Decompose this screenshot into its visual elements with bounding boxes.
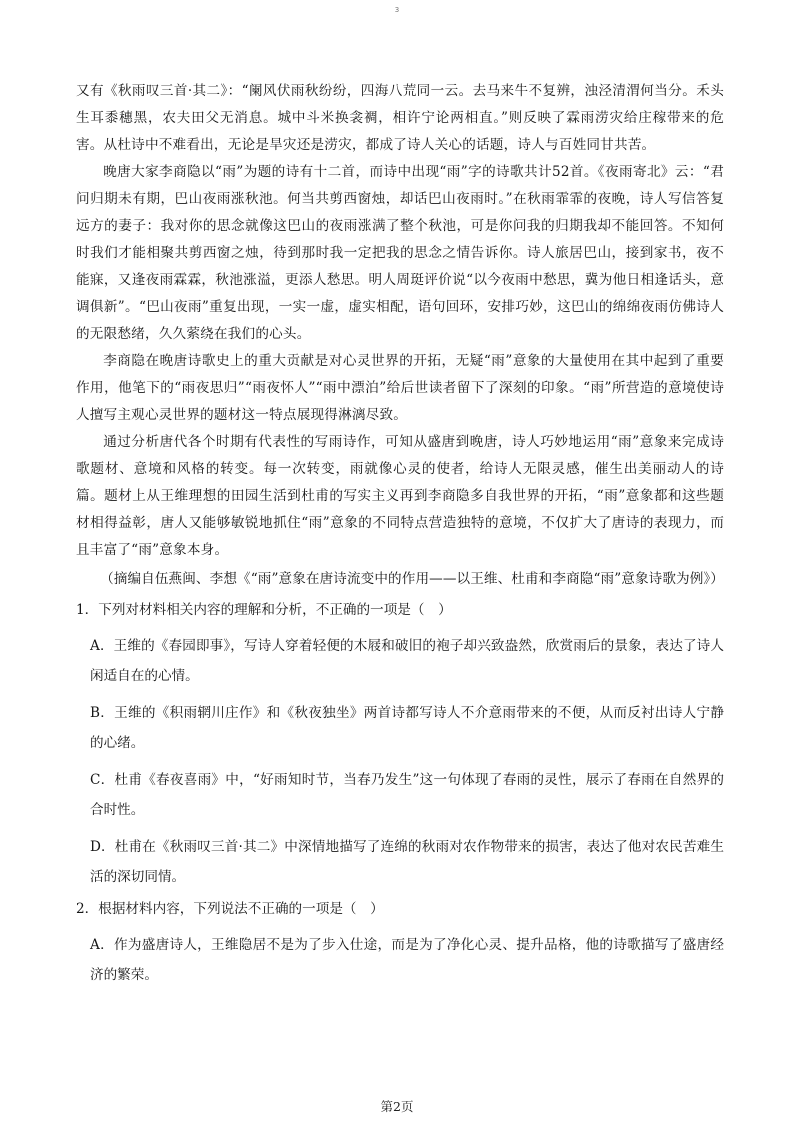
- paragraph-3: 李商隐在晚唐诗歌史上的重大贡献是对心灵世界的开拓，无疑“雨”意象的大量使用在其中起到了重要作用，他笔下的“雨夜思归”“雨夜怀人”“雨中漂泊”给后世读者留下了深刻的印象。“雨”所营造的意境使诗人擅写主观心灵世界的题材这一特点展现得淋漓尽致。: [76, 353, 724, 423]
- page-number: 第2页: [380, 1099, 414, 1114]
- page-content: [76, 78, 724, 990]
- option-d: D．杜甫在《秋雨叹三首·其二》中深情地描写了连绵的秋雨对农作物带来的损害，表达了他对农民苦难生活的深切同情。: [90, 839, 724, 885]
- question-2: [76, 896, 724, 990]
- option-c: C．杜甫《春夜喜雨》中，“好雨知时节，当春乃发生”这一句体现了春雨的灵性，展示了春雨在自然界的合时性。: [90, 772, 724, 818]
- option-b: B．王维的《积雨辋川庄作》和《秋夜独坐》两首诗都写诗人不介意雨带来的不便，从而反衬出诗人宁静的心绪。: [90, 705, 724, 751]
- source-citation: （摘编自伍燕闽、李想《“雨”意象在唐诗流变中的作用——以王维、杜甫和李商隐“雨”意象诗歌为例》）: [100, 571, 724, 587]
- page-top-mark: 3: [394, 6, 400, 14]
- question-stem: 1．下列对材料相关内容的理解和分析，不正确的一项是（ ）: [76, 602, 452, 618]
- paragraph-1: 又有《秋雨叹三首·其二》：“阑风伏雨秋纷纷，四海八荒同一云。去马来牛不复辨，浊泾清渭何当分。禾头生耳黍穗黑，农夫田父无消息。城中斗米换衾裯，相许宁论两相直。”则反映了霖雨涝灾给庄稼带来的危害。从杜诗中不难看出，无论是旱灾还是涝灾，都成了诗人关心的话题，诗人与百姓同甘共苦。: [76, 83, 724, 153]
- paragraph-4: 通过分析唐代各个时期有代表性的写雨诗作，可知从盛唐到晚唐，诗人巧妙地运用“雨”意象来完成诗歌题材、意境和风格的转变。每一次转变，雨就像心灵的使者，给诗人无限灵感，催生出美丽动人的诗篇。题材上从王维理想的田园生活到杜甫的写实主义再到李商隐多自我世界的开拓，“雨”意象都和这些题材相得益彰，唐人又能够敏锐地抓住“雨”意象的不同特点营造独特的意境，不仅扩大了唐诗的表现力，而且丰富了“雨”意象本身。: [76, 434, 724, 558]
- option-a: A．王维的《春园即事》，写诗人穿着轻便的木屐和破旧的袍子却兴致盎然，欣赏雨后的景象，表达了诗人闲适自在的心情。: [90, 638, 724, 684]
- paragraph-2: 晚唐大家李商隐以“雨”为题的诗有十二首，而诗中出现“雨”字的诗歌共计52首。《夜雨寄北》云：“君问归期未有期，巴山夜雨涨秋池。何当共剪西窗烛，却话巴山夜雨时。”在秋雨霏霏的夜晚，诗人写信答复远方的妻子：我对你的思念就像这巴山的夜雨涨满了整个秋池，可是你问我的归期我却不能回答。不知何时我们才能相聚共剪西窗之烛，待到那时我一定把我的思念之情告诉你。诗人旅居巴山，接到家书，夜不能寐，又逢夜雨霖霖，秋池涨溢，更添人愁思。明人周珽评价说“以今夜雨中愁思，冀为他日相逢话头，意调俱新”。“巴山夜雨”重复出现，一实一虚，虚实相配，语句回环，安排巧妙，这巴山的绵绵夜雨仿佛诗人的无限愁绪，久久萦绕在我们的心头。: [76, 164, 724, 342]
- question-stem: 2．根据材料内容，下列说法不正确的一项是（ ）: [76, 901, 384, 917]
- option-a: A．作为盛唐诗人，王维隐居不是为了步入仕途，而是为了净化心灵、提升品格，他的诗歌描写了盛唐经济的繁荣。: [90, 937, 724, 983]
- question-1: [76, 597, 724, 892]
